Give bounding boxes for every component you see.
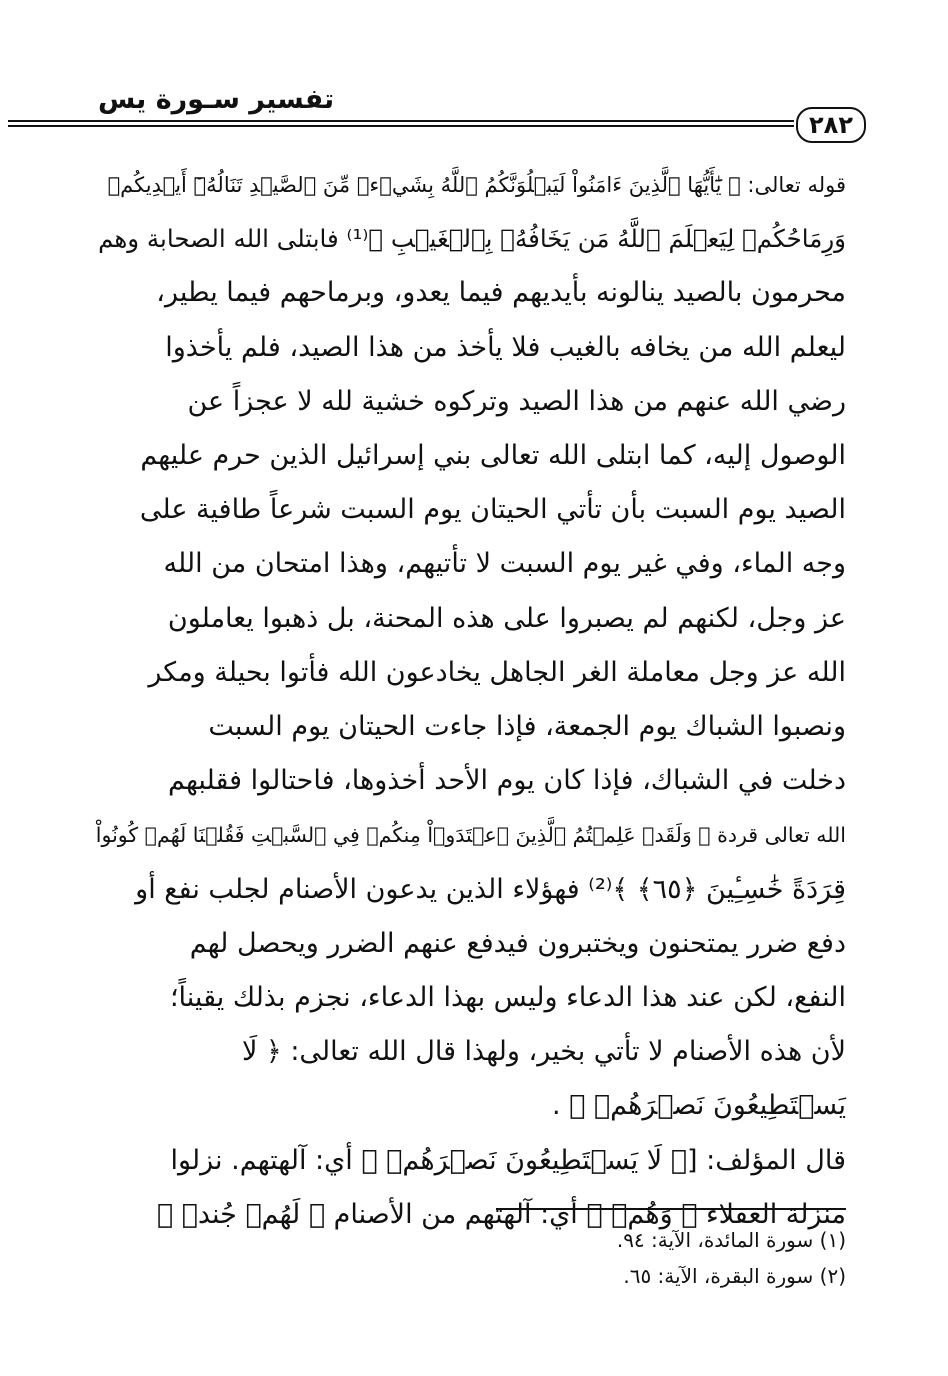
page-header [80, 78, 860, 118]
text-line: يَسۡتَطِيعُونَ نَصۡرَهُمۡ ﴾ . [551, 1090, 846, 1122]
header-rule [8, 120, 794, 127]
footnotes [496, 1222, 846, 1294]
text-line: الله تعالى قردة ﴿ وَلَقَدۡ عَلِمۡتُمُ ٱلَّذِينَ ٱعۡتَدَوۡاْ مِنكُمۡ فِي ٱلسَّبۡتِ فَقُلۡنَا لَهُمۡ كُونُواْ [95, 823, 846, 848]
footnote-2: (٢) سورة البقرة، الآية: ٦٥. [623, 1264, 846, 1288]
text-line: دفع ضرر يمتحنون ويختبرون فيدفع عنهم الضرر ويحصل لهم [189, 927, 846, 959]
text-line: رضي الله عنهم من هذا الصيد وتركوه خشية لله لا عجزاً عن [187, 385, 846, 417]
running-title: تفسير سـورة يس [98, 84, 335, 115]
page-number: ٢٨٢ [796, 107, 866, 143]
footnote-1: (١) سورة المائدة، الآية: ٩٤. [616, 1228, 846, 1252]
text-line: قال المؤلف: [﴿ لَا يَسۡتَطِيعُونَ نَصۡرَهُمۡ ﴾ أي: آلهتهم. نزلوا [170, 1144, 846, 1176]
text-line: لأن هذه الأصنام لا تأتي بخير، ولهذا قال الله تعالى: ﴿ لَا [241, 1036, 846, 1068]
text-line: ليعلم الله من يخافه بالغيب فلا يأخذ من هذا الصيد، فلم يأخذوا [165, 331, 846, 363]
text-line: منزلة العقلاء ﴿ وَهُمۡ ﴾ أي: آلهتهم من الأصنام ﴿ لَهُمۡ جُندٞ ﴾ [156, 1198, 846, 1230]
text-line: دخلت في الشباك، فإذا كان يوم الأحد أخذوها، فاحتالوا فقلبهم [167, 765, 846, 797]
text-line: الصيد يوم السبت بأن تأتي الحيتان يوم السبت شرعاً طافية على [139, 494, 846, 526]
footnote-rule [496, 1208, 846, 1210]
text-line: الوصول إليه، كما ابتلى الله تعالى بني إسرائيل الذين حرم عليهم [140, 440, 846, 472]
body-text [96, 158, 846, 1242]
text-line: الله عز وجل معاملة الغر الجاهل يخادعون الله فأتوا بحيلة ومكر [148, 656, 846, 688]
text-line: قِرَدَةً خَٰسِـِٔينَ ﴿٦٥﴾ ﴾⁽²⁾ فهؤلاء الذين يدعون الأصنام لجلب نفع أو [135, 873, 846, 905]
text-line: ونصبوا الشباك يوم الجمعة، فإذا جاءت الحيتان يوم السبت [208, 711, 846, 743]
text-line: النفع، لكن عند هذا الدعاء وليس بهذا الدعاء، نجزم بذلك يقيناً؛ [169, 982, 846, 1014]
text-line: محرمون بالصيد ينالونه بأيديهم فيما يعدو، وبرماحهم فيما يطير، [156, 277, 846, 309]
text-line: وجه الماء، وفي غير يوم السبت لا تأتيهم، وهذا امتحان من الله [163, 548, 846, 580]
text-line: وَرِمَاحُكُمۡ لِيَعۡلَمَ ٱللَّهُ مَن يَخَافُهُۥ بِٱلۡغَيۡبِ ﴾⁽¹⁾ فابتلى الله الصحابة وهم [98, 224, 846, 254]
text-line: عز وجل، لكنهم لم يصبروا على هذه المحنة، بل ذهبوا يعاملون [167, 602, 846, 634]
text-line: قوله تعالى: ﴿ يَٰٓأَيُّهَا ٱلَّذِينَ ءَامَنُواْ لَيَبۡلُوَنَّكُمُ ٱللَّهُ بِشَيۡءٖ مِّنَ ٱلصَّيۡدِ تَنَالُهُۥٓ أَيۡدِيكُمۡ [107, 173, 846, 197]
